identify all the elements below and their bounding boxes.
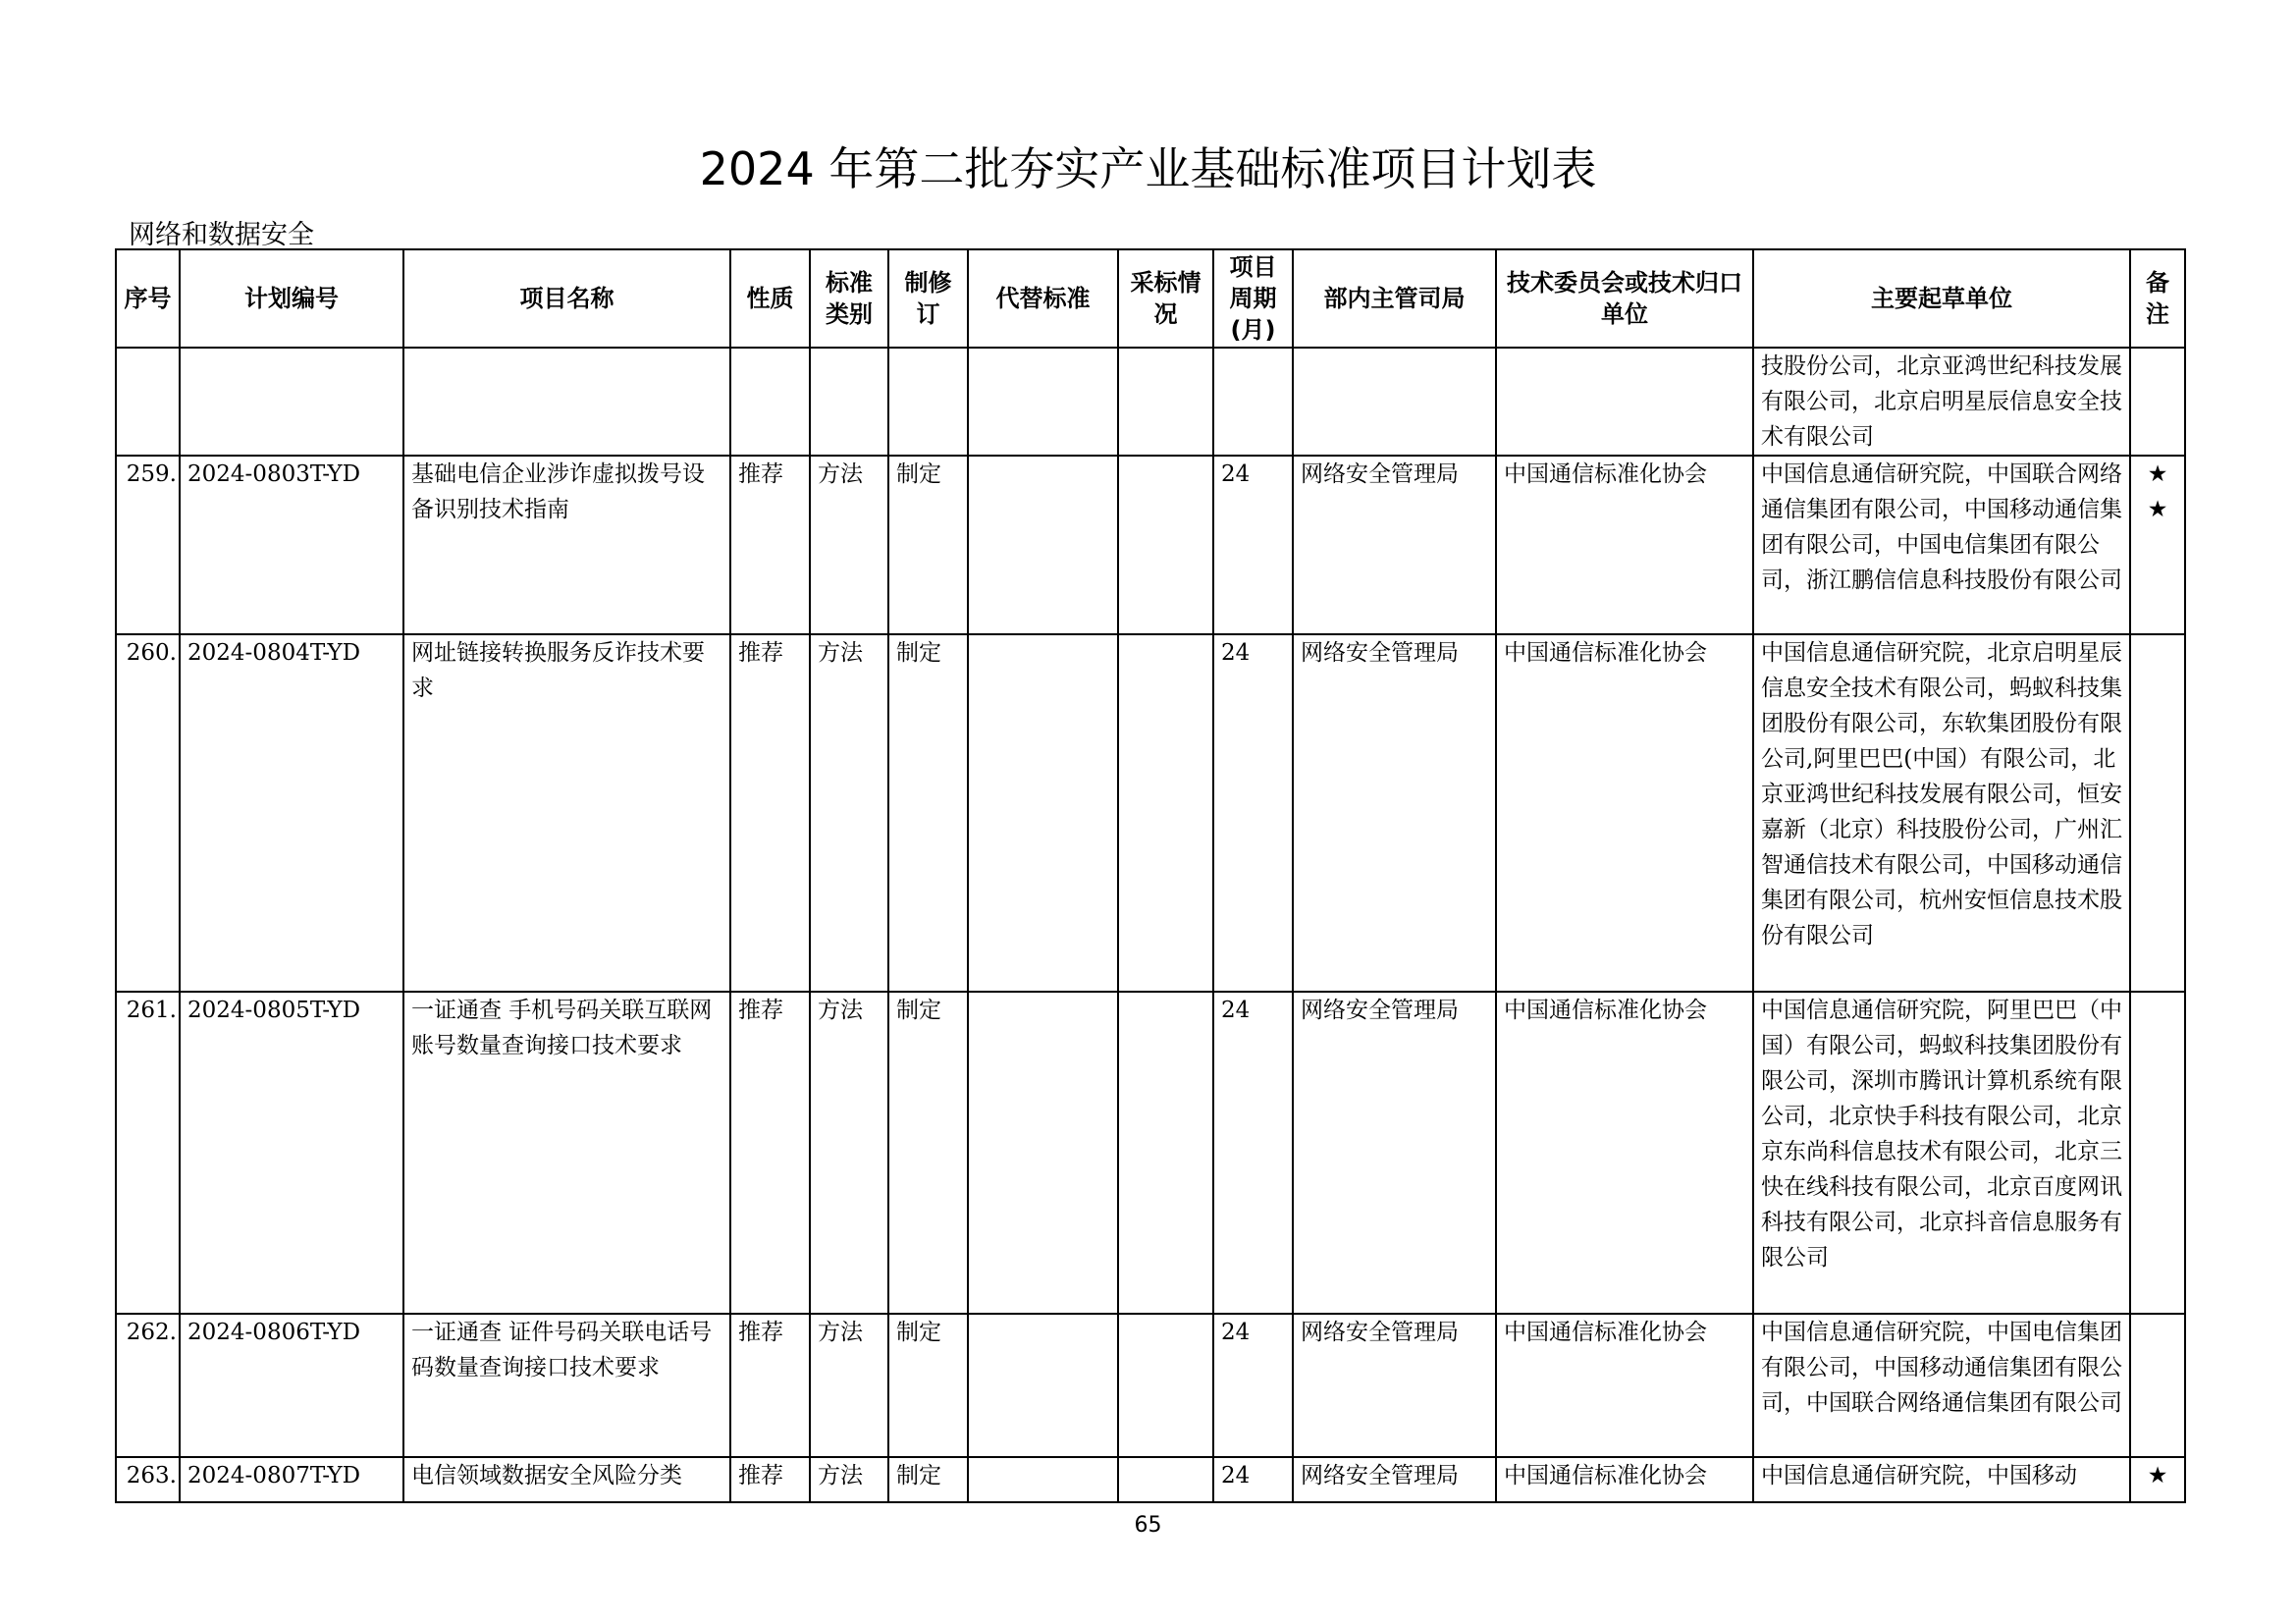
cell-project-name: 一证通查 手机号码关联互联网账号数量查询接口技术要求 (403, 992, 730, 1314)
cell-committee: 中国通信标准化协会 (1496, 634, 1753, 992)
section-label: 网络和数据安全 (129, 220, 314, 250)
cell-nature: 推荐 (730, 634, 810, 992)
cell-revision-type: 制定 (888, 634, 968, 992)
header-category: 标准类别 (810, 249, 888, 348)
header-drafters: 主要起草单位 (1753, 249, 2130, 348)
cell-nature (730, 348, 810, 456)
cell-plan-code: 2024-0806T-YD (180, 1314, 403, 1457)
cell-category: 方法 (810, 634, 888, 992)
cell-row-number: 263. (116, 1457, 180, 1502)
header-no: 序号 (116, 249, 180, 348)
cell-committee: 中国通信标准化协会 (1496, 1457, 1753, 1502)
cell-department: 网络安全管理局 (1293, 634, 1496, 992)
cell-row-number: 262. (116, 1314, 180, 1457)
cell-note: ★ (2130, 1457, 2185, 1502)
header-committee: 技术委员会或技术归口单位 (1496, 249, 1753, 348)
page-title: 2024 年第二批夯实产业基础标准项目计划表 (699, 142, 1597, 195)
table-row (116, 1457, 2185, 1502)
cell-project-name (403, 348, 730, 456)
cell-note: ★ ★ (2130, 456, 2185, 634)
cell-plan-code: 2024-0804T-YD (180, 634, 403, 992)
cell-nature: 推荐 (730, 1314, 810, 1457)
table-row (116, 992, 2185, 1314)
cell-revision-type (888, 348, 968, 456)
cell-drafting-units: 中国信息通信研究院，阿里巴巴（中国）有限公司，蚂蚁科技集团股份有限公司，深圳市腾讯计算机系统有限公司，北京快手科技有限公司，北京京东尚科信息技术有限公司，北京三快在线科技有限公司，北京百度网讯科技有限公司，北京抖音信息服务有限公司 (1753, 992, 2130, 1314)
cell-period: 24 (1213, 456, 1293, 634)
cell-adoption (1118, 456, 1213, 634)
cell-plan-code: 2024-0803T-YD (180, 456, 403, 634)
cell-nature: 推荐 (730, 992, 810, 1314)
cell-project-name: 基础电信企业涉诈虚拟拨号设备识别技术指南 (403, 456, 730, 634)
table-row (116, 456, 2185, 634)
cell-revision-type: 制定 (888, 992, 968, 1314)
cell-drafting-units: 中国信息通信研究院，中国联合网络通信集团有限公司，中国移动通信集团有限公司，中国电信集团有限公司，浙江鹏信信息科技股份有限公司 (1753, 456, 2130, 634)
cell-drafting-units: 中国信息通信研究院，中国移动 (1753, 1457, 2130, 1502)
cell-plan-code: 2024-0807T-YD (180, 1457, 403, 1502)
table-row (116, 348, 2185, 456)
header-name: 项目名称 (403, 249, 730, 348)
cell-category: 方法 (810, 456, 888, 634)
cell-project-name: 一证通查 证件号码关联电话号码数量查询接口技术要求 (403, 1314, 730, 1457)
cell-row-number (116, 348, 180, 456)
cell-note (2130, 634, 2185, 992)
table-header-row (116, 249, 2185, 348)
cell-plan-code: 2024-0805T-YD (180, 992, 403, 1314)
cell-department (1293, 348, 1496, 456)
header-dept: 部内主管司局 (1293, 249, 1496, 348)
cell-replaced-standard (968, 348, 1118, 456)
cell-period (1213, 348, 1293, 456)
cell-project-name: 网址链接转换服务反诈技术要求 (403, 634, 730, 992)
header-code: 计划编号 (180, 249, 403, 348)
header-revision: 制修订 (888, 249, 968, 348)
cell-department: 网络安全管理局 (1293, 1457, 1496, 1502)
cell-note (2130, 992, 2185, 1314)
page-number: 65 (1134, 1513, 1162, 1538)
cell-row-number: 260. (116, 634, 180, 992)
table-row (116, 634, 2185, 992)
cell-nature: 推荐 (730, 1457, 810, 1502)
cell-plan-code (180, 348, 403, 456)
cell-drafting-units: 中国信息通信研究院，中国电信集团有限公司，中国移动通信集团有限公司，中国联合网络通信集团有限公司 (1753, 1314, 2130, 1457)
cell-note (2130, 1314, 2185, 1457)
header-nature: 性质 (730, 249, 810, 348)
cell-adoption (1118, 1457, 1213, 1502)
cell-replaced-standard (968, 1457, 1118, 1502)
cell-department: 网络安全管理局 (1293, 1314, 1496, 1457)
cell-adoption (1118, 1314, 1213, 1457)
cell-project-name: 电信领域数据安全风险分类 (403, 1457, 730, 1502)
header-replace: 代替标准 (968, 249, 1118, 348)
cell-period: 24 (1213, 634, 1293, 992)
cell-category: 方法 (810, 1314, 888, 1457)
cell-replaced-standard (968, 456, 1118, 634)
cell-revision-type: 制定 (888, 1457, 968, 1502)
cell-category: 方法 (810, 1457, 888, 1502)
header-adopt: 采标情况 (1118, 249, 1213, 348)
cell-adoption (1118, 634, 1213, 992)
table-row (116, 1314, 2185, 1457)
cell-committee: 中国通信标准化协会 (1496, 992, 1753, 1314)
cell-adoption (1118, 348, 1213, 456)
cell-row-number: 259. (116, 456, 180, 634)
cell-period: 24 (1213, 992, 1293, 1314)
cell-committee: 中国通信标准化协会 (1496, 1314, 1753, 1457)
cell-revision-type: 制定 (888, 456, 968, 634)
cell-replaced-standard (968, 634, 1118, 992)
cell-period: 24 (1213, 1457, 1293, 1502)
cell-department: 网络安全管理局 (1293, 456, 1496, 634)
cell-replaced-standard (968, 1314, 1118, 1457)
cell-committee (1496, 348, 1753, 456)
cell-replaced-standard (968, 992, 1118, 1314)
standards-table (115, 248, 2186, 1503)
cell-drafting-units: 技股份公司，北京亚鸿世纪科技发展有限公司，北京启明星辰信息安全技术有限公司 (1753, 348, 2130, 456)
cell-category (810, 348, 888, 456)
cell-committee: 中国通信标准化协会 (1496, 456, 1753, 634)
cell-nature: 推荐 (730, 456, 810, 634)
cell-department: 网络安全管理局 (1293, 992, 1496, 1314)
cell-revision-type: 制定 (888, 1314, 968, 1457)
cell-category: 方法 (810, 992, 888, 1314)
cell-note (2130, 348, 2185, 456)
cell-drafting-units: 中国信息通信研究院，北京启明星辰信息安全技术有限公司，蚂蚁科技集团股份有限公司，东软集团股份有限公司,阿里巴巴(中国）有限公司，北京亚鸿世纪科技发展有限公司，恒安嘉新（北京）科技股份公司，广州汇智通信技术有限公司，中国移动通信集团有限公司，杭州安恒信息技术股份有限公司 (1753, 634, 2130, 992)
header-period: 项目周期(月) (1213, 249, 1293, 348)
cell-period: 24 (1213, 1314, 1293, 1457)
header-note: 备注 (2130, 249, 2185, 348)
cell-row-number: 261. (116, 992, 180, 1314)
cell-adoption (1118, 992, 1213, 1314)
